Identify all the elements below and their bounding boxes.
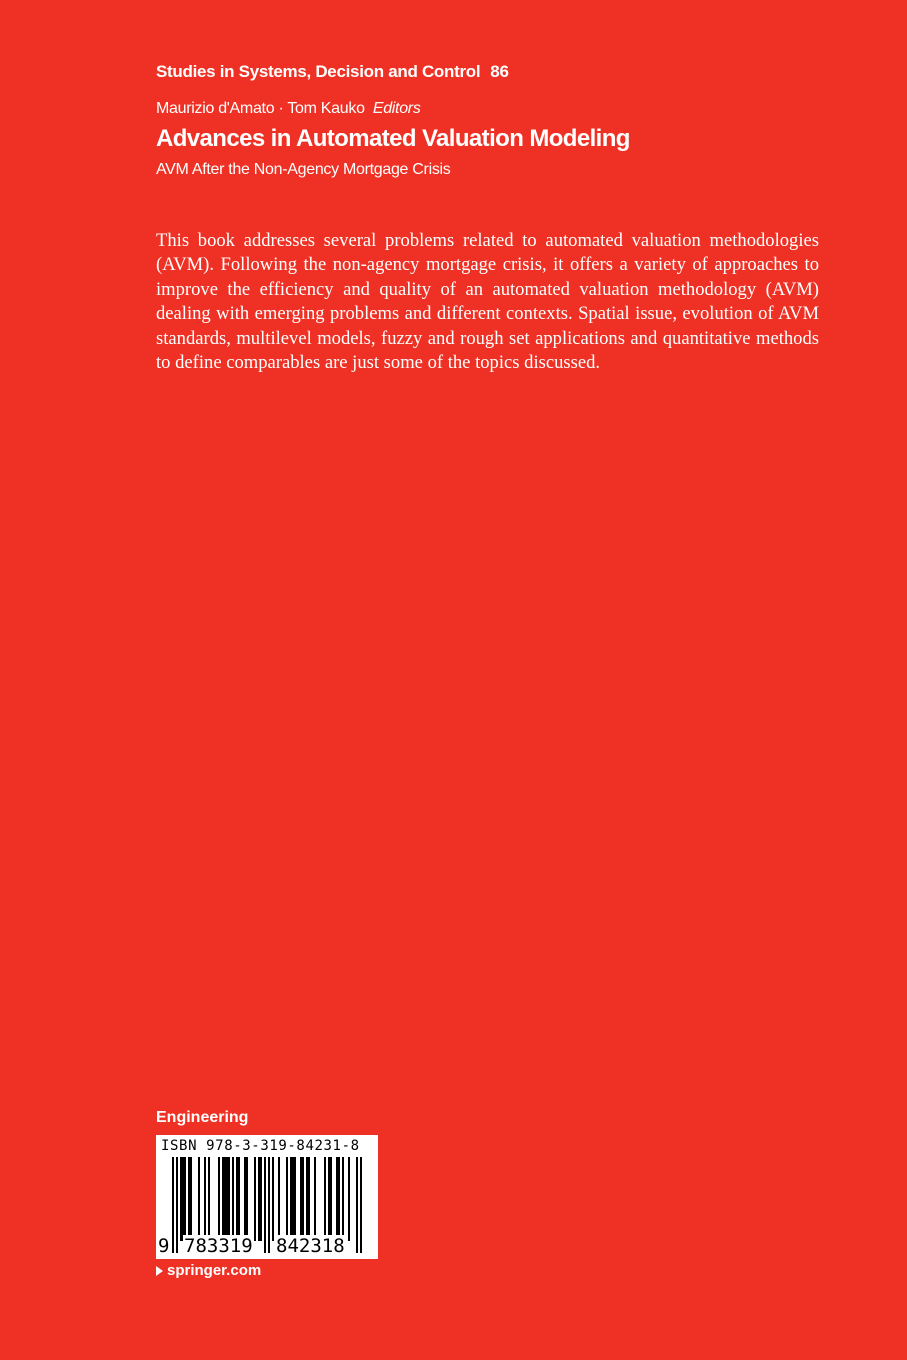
barcode-bar [232, 1157, 234, 1241]
editor-names: Maurizio d'Amato · Tom Kauko [156, 100, 365, 117]
arrow-icon [156, 1266, 163, 1276]
barcode-bar [258, 1157, 260, 1241]
barcode-bar [204, 1157, 206, 1241]
book-title: Advances in Automated Valuation Modeling [156, 125, 630, 152]
book-subtitle: AVM After the Non-Agency Mortgage Crisis [156, 161, 451, 178]
barcode-bar [180, 1157, 182, 1241]
barcode-bar [184, 1157, 186, 1241]
publisher-link[interactable] [156, 1262, 261, 1279]
barcode-guard-bar [176, 1157, 178, 1253]
barcode-bar [308, 1157, 310, 1241]
barcode-bar [238, 1157, 240, 1241]
barcode-bar [208, 1157, 210, 1241]
barcode-bar [314, 1157, 316, 1241]
barcode-bar [278, 1157, 280, 1241]
barcode-bar [182, 1157, 184, 1241]
barcode-bar [236, 1157, 238, 1241]
barcode-bar [324, 1157, 326, 1241]
isbn-label: ISBN 978-3-319-84231-8 [161, 1138, 360, 1154]
publisher-url: springer.com [167, 1262, 262, 1279]
barcode-bar [226, 1157, 228, 1241]
barcode-bar [246, 1157, 248, 1241]
barcode-bar [292, 1157, 294, 1241]
barcode-bar [330, 1157, 332, 1241]
series-line [156, 62, 509, 82]
barcode-bar [188, 1157, 190, 1241]
barcode-bar [190, 1157, 192, 1241]
barcode-bar [290, 1157, 292, 1241]
barcode-bar [328, 1157, 330, 1241]
barcode-guard-bar [356, 1157, 358, 1253]
barcode-bar [286, 1157, 288, 1241]
barcode-guard-bar [264, 1157, 266, 1253]
series-name: Studies in Systems, Decision and Control [156, 62, 481, 81]
ean-right-digits: 842318 [276, 1235, 345, 1257]
barcode-bar [348, 1157, 350, 1241]
barcode-bar [338, 1157, 340, 1241]
ean-lead-digit: 9 [158, 1235, 170, 1257]
series-number: 86 [490, 62, 509, 81]
barcode-guard-bar [360, 1157, 362, 1253]
barcode-bar [198, 1157, 200, 1241]
barcode-guard-bar [268, 1157, 270, 1253]
book-description: This book addresses several problems related to automated valuation methodologies (AVM). Following the non-agency mortgage crisis, it offers a variety of approaches to improve the efficiency and quality of an automated valuation methodology (AVM) dealing with emerging problems and different contexts. Spatial issue, evolution of AVM standards, multilevel models, fuzzy and rough set applications and quantitative methods to define comparables are just some of the topics discussed. [156, 230, 819, 374]
ean-left-digits: 783319 [184, 1235, 253, 1257]
barcode-bar [300, 1157, 302, 1241]
barcode-bar [336, 1157, 338, 1241]
barcode-bar [294, 1157, 296, 1241]
barcode-bar [260, 1157, 262, 1241]
barcode-bar [302, 1157, 304, 1241]
editors-line [156, 100, 421, 118]
barcode-bar [224, 1157, 226, 1241]
barcode-bar [244, 1157, 246, 1241]
barcode-bar [222, 1157, 224, 1241]
barcode-bar [306, 1157, 308, 1241]
barcode-bar [228, 1157, 230, 1241]
barcode-guard-bar [172, 1157, 174, 1253]
barcode-bar [272, 1157, 274, 1241]
barcode-bar [342, 1157, 344, 1241]
subject-category: Engineering [156, 1109, 249, 1126]
isbn-barcode [156, 1135, 378, 1259]
barcode-bar [218, 1157, 220, 1241]
barcode-bar [254, 1157, 256, 1241]
editors-role: Editors [372, 100, 421, 117]
